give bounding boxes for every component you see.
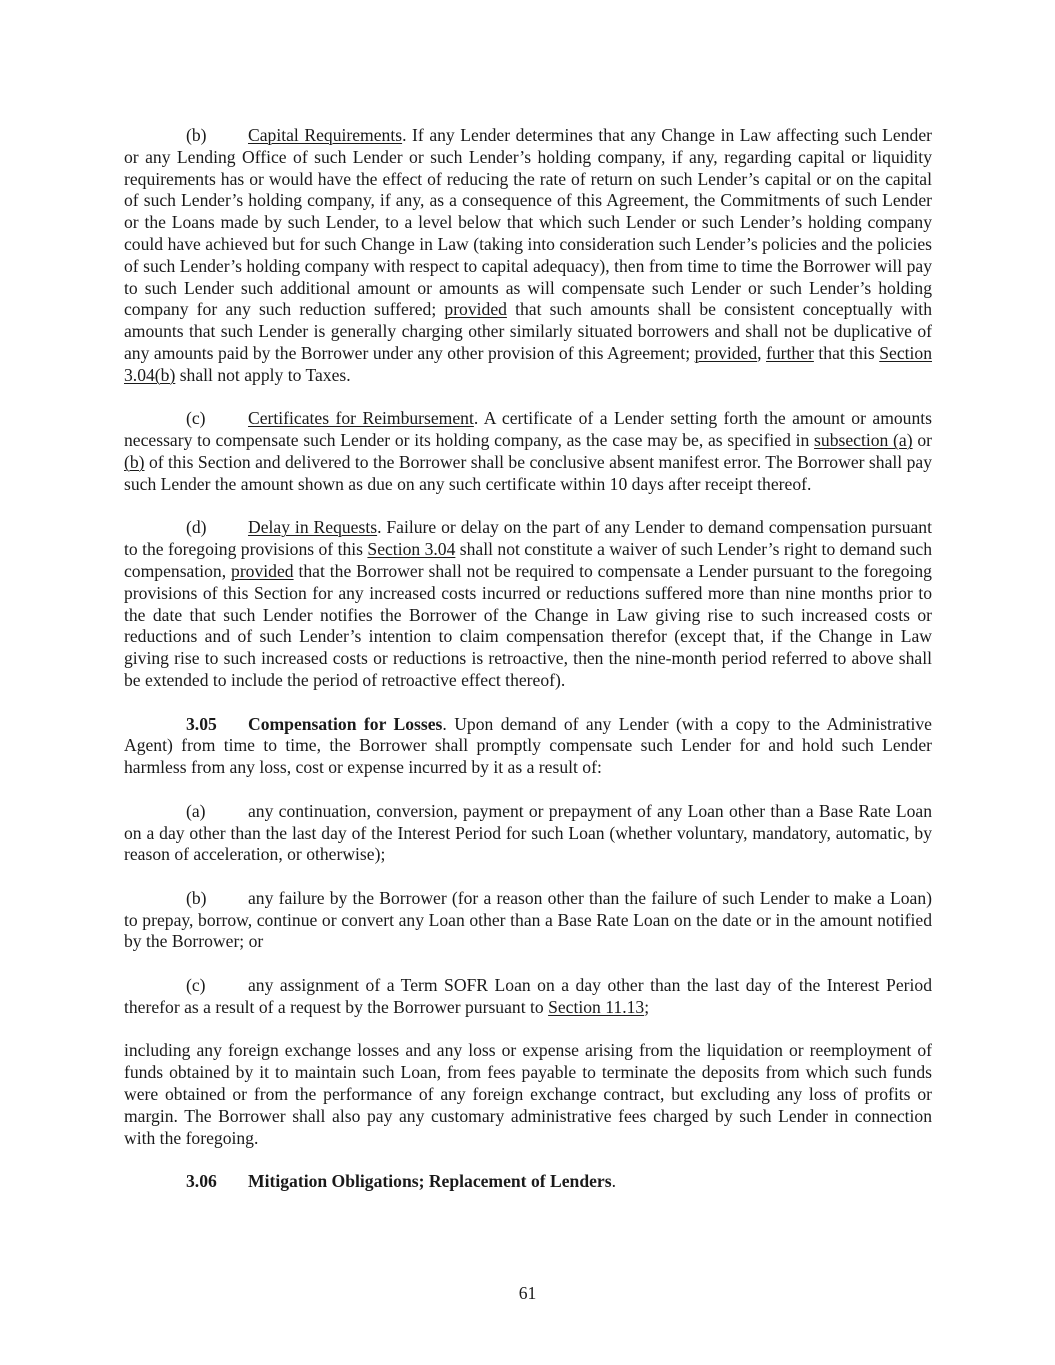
paragraph-heading: Certificates for Reimbursement xyxy=(248,408,474,429)
item-b: (b) any failure by the Borrower (for a reason other than the failure of such Lender to make a Loan) to prepay, borrow, continue or convert any Loan other than a Base Rate Loan on the date or in the amount notified by the Borrower; or xyxy=(124,887,932,952)
paragraph-c-certificates: (c) Certificates for Reimbursement. A certificate of a Lender setting forth the amount or amounts necessary to compensate such Lender or its holding company, as the case may be, as specified in subsection (a) or (b) of this Section and delivered to the Borrower shall be conclusive absent manifest error. The Borrower shall pay such Lender the amount shown as due on any such certificate within 10 days after receipt thereof. xyxy=(124,408,933,494)
item-label: (b) xyxy=(186,887,207,908)
section-number: 3.06 xyxy=(186,1171,217,1192)
paragraph-label: (c) xyxy=(186,408,206,429)
section-reference: Section 3.04 xyxy=(367,539,456,560)
item-label: (a) xyxy=(186,800,206,821)
paragraph-heading: Delay in Requests xyxy=(248,517,378,538)
paragraph-label: (b) xyxy=(186,125,207,145)
paragraph-heading: Capital Requirements xyxy=(248,125,403,145)
paragraph-b-capital-requirements: (b) Capital Requirements. If any Lender determines that any Change in Law affecting such Lender or any Lending Office of such Lender or such Lender’s holding company, if any, regarding capital or liquidity requirements has or would have the effect of reducing the rate of return on such Lender’s capital or on the capital of such Lender’s holding company, if any, as a consequence of this Agreement, the Commitments of such Lender or the Loans made by such Lender, to a level below that which such Lender or such Lender’s holding company could have achieved but for such Change in Law (taking into consideration such Lender’s policies and the policies of such Lender’s holding company with respect to capital adequacy), then from time to time the Borrower will pay to such Lender such additional amount or amounts as will compensate such Lender or such Lender’s holding company for any such reduction suffered; provided that such amounts shall be consistent conceptually with amounts that such Lender is generally charging other similarly situated borrowers and shall not be duplicative of any amounts paid by the Borrower under any other provision of this Agreement; provided, further that this Section 3.04(b) shall not apply to Taxes. xyxy=(124,125,932,385)
section-reference: (b) xyxy=(124,451,145,472)
item-c: (c) any assignment of a Term SOFR Loan on a day other than the last day of the Interest Period therefor as a result of a request by the Borrower pursuant to Section 11.13; xyxy=(124,975,932,1017)
section-reference: subsection (a) xyxy=(814,430,913,451)
page-number: 61 xyxy=(518,1283,537,1303)
including-paragraph: including any foreign exchange losses and any loss or expense arising from the liquidation or reemployment of funds obtained by it to maintain such Loan, from fees payable to terminate the deposits from which such funds were obtained or from the performance of any foreign exchange contract, but excluding any loss of profits or margin. The Borrower shall also pay any customary administrative fees charged by such Lender in connection with the foregoing. xyxy=(124,1040,932,1148)
defined-term: further xyxy=(766,342,814,363)
defined-term: provided xyxy=(694,342,758,363)
section-number: 3.05 xyxy=(186,713,217,734)
item-label: (c) xyxy=(186,975,206,996)
section-title: Compensation for Losses xyxy=(248,713,443,734)
section-title: Mitigation Obligations; Replacement of Lenders xyxy=(248,1171,612,1192)
paragraph-d-delay: (d) Delay in Requests. Failure or delay on the part of any Lender to demand compensation pursuant to the foregoing provisions of this Section 3.04 shall not constitute a waiver of such Lender’s right to demand such compensation, provided that the Borrower shall not be required to compensate a Lender pursuant to the foregoing provisions of this Section for any increased costs incurred or reductions suffered more than nine months prior to the date that such Lender notifies the Borrower of the Change in Law giving rise to such increased costs or reductions and of such Lender’s intention to claim compensation therefor (except that, if the Change in Law giving rise to such increased costs or reductions is retroactive, then the nine-month period referred to above shall be extended to include the period of retroactive effect thereof). xyxy=(124,517,932,690)
paragraph-label: (d) xyxy=(186,517,207,538)
section-reference: Section 11.13 xyxy=(548,996,645,1017)
defined-term: provided xyxy=(231,560,294,581)
section-3-06-heading: 3.06 Mitigation Obligations; Replacement of Lenders. xyxy=(186,1171,616,1192)
section-reference: Section 3.04(b) xyxy=(124,342,932,385)
section-3-05: 3.05 Compensation for Losses. Upon demand of any Lender (with a copy to the Administrative Agent) from time to time, the Borrower shall promptly compensate such Lender for and hold such Lender harmless from any loss, cost or expense incurred by it as a result of: xyxy=(124,713,932,778)
document-page xyxy=(124,125,932,1193)
defined-term: provided xyxy=(444,299,507,320)
item-a: (a) any continuation, conversion, payment or prepayment of any Loan other than a Base Rate Loan on a day other than the last day of the Interest Period for such Loan (whether voluntary, mandatory, automatic, by reason of acceleration, or otherwise); xyxy=(124,800,932,865)
